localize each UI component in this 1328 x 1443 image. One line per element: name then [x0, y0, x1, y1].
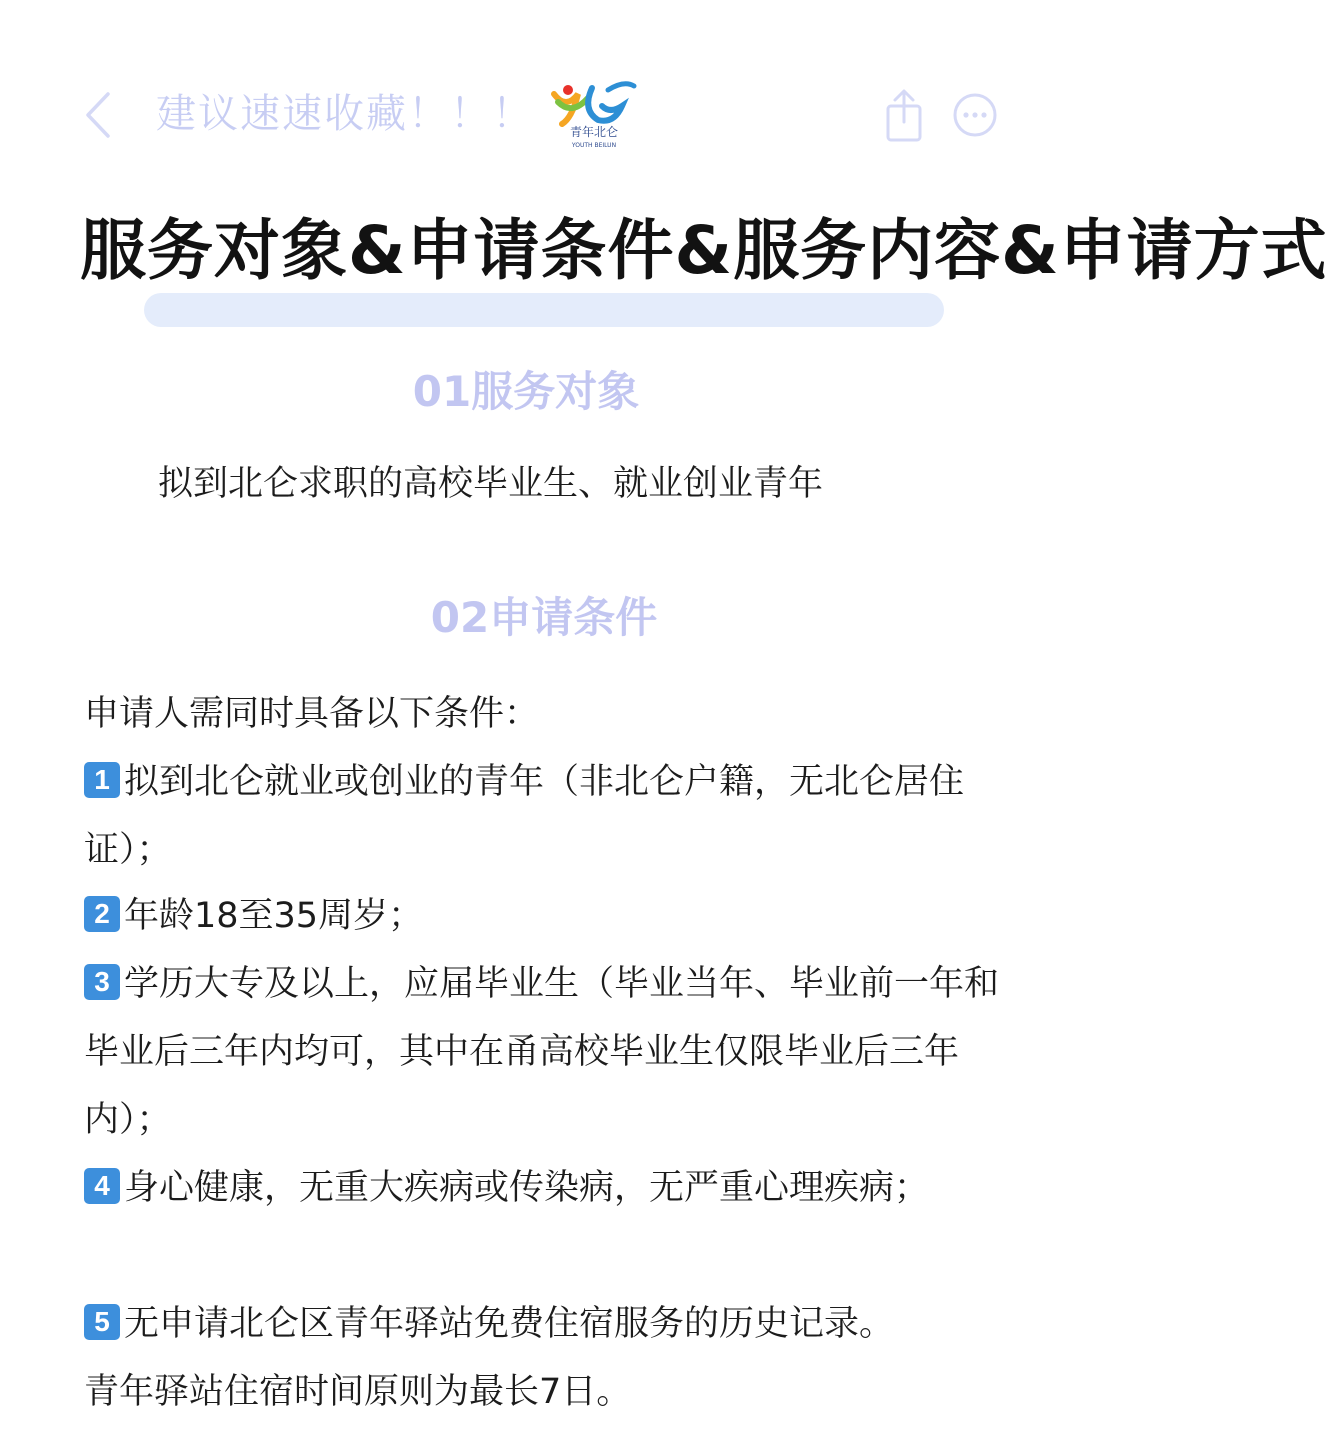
number-badge: 2: [84, 896, 120, 932]
condition-text: 年龄18至35周岁；: [124, 896, 424, 936]
condition-text: 无申请北仑区青年驿站免费住宿服务的历史记录。: [124, 1304, 895, 1344]
section-title-conditions: 02申请条件: [430, 593, 658, 642]
condition-item: [84, 1290, 1004, 1358]
share-icon: [884, 88, 924, 144]
main-heading-block: [80, 205, 1328, 335]
condition-item: [84, 1154, 1004, 1222]
condition-item: [84, 950, 1004, 1154]
number-badge: 3: [84, 964, 120, 1000]
condition-item: [84, 882, 1004, 950]
number-badge: 4: [84, 1168, 120, 1204]
youth-beilun-logo: [548, 80, 640, 150]
stay-duration-note: 青年驿站住宿时间原则为最长7日。: [84, 1372, 632, 1412]
condition-item: [84, 748, 1004, 884]
condition-text: 身心健康，无重大疾病或传染病，无严重心理疾病；: [124, 1168, 930, 1208]
chevron-left-icon: [78, 90, 118, 140]
number-badge: 5: [84, 1304, 120, 1340]
svg-text:YOUTH BEILUN: YOUTH BEILUN: [571, 142, 617, 149]
share-button[interactable]: [884, 88, 924, 144]
condition-text: 学历大专及以上，应届毕业生（毕业当年、毕业前一年和毕业后三年内均可，其中在甬高校毕业生仅限毕业后三年内）；: [84, 964, 1000, 1140]
top-bar: [0, 60, 1080, 170]
main-heading: 服务对象&申请条件&服务内容&申请方式: [80, 212, 1328, 289]
more-button[interactable]: [952, 92, 998, 138]
condition-text: 拟到北仑就业或创业的青年（非北仑户籍，无北仑居住证）；: [84, 762, 965, 870]
heading-underline-highlight: [144, 293, 944, 327]
number-badge: 1: [84, 762, 120, 798]
back-button[interactable]: [78, 90, 118, 140]
more-icon: [952, 92, 998, 138]
conditions-intro: 申请人需同时具备以下条件：: [84, 694, 540, 734]
service-target-text: 拟到北仑求职的高校毕业生、就业创业青年: [158, 464, 824, 504]
svg-text:青年北仑: 青年北仑: [569, 125, 619, 139]
section-title-service-target: 01服务对象: [412, 367, 640, 416]
note-title: 建议速速收藏！！！: [156, 91, 534, 137]
